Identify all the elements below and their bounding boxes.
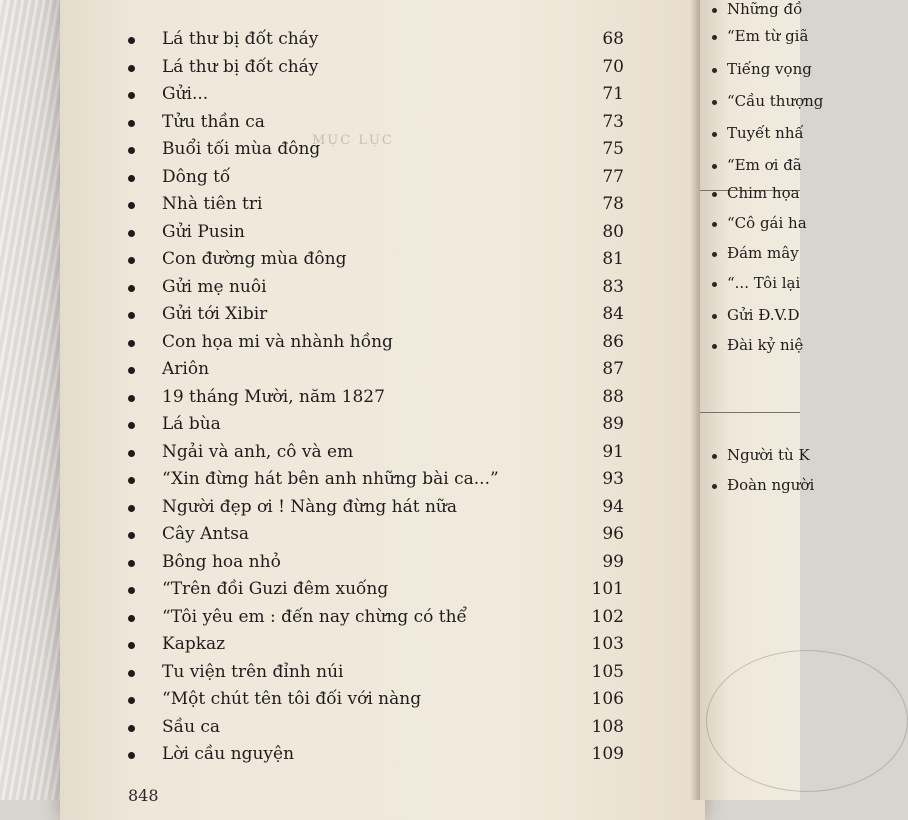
right-page-entry-title: “Em ơi đã: [727, 156, 802, 174]
toc-entry-title: Nhà tiên tri: [162, 194, 263, 214]
toc-entry-title: Người đẹp ơi ! Nàng đừng hát nữa: [162, 496, 457, 517]
toc-entry-page: 81: [602, 249, 624, 269]
toc-entry: [128, 222, 624, 248]
toc-entry-title: Con họa mi và nhành hồng: [162, 331, 393, 352]
toc-entry-page: 84: [602, 304, 624, 324]
bullet-icon: [128, 725, 135, 732]
toc-entry-page: 77: [602, 166, 624, 187]
toc-entry: [128, 607, 624, 633]
toc-entry-page: 94: [602, 496, 624, 517]
toc-entry-page: 99: [602, 551, 624, 572]
bullet-icon: [128, 257, 135, 264]
toc-entry-title: “Một chút tên tôi đối với nàng: [162, 689, 422, 709]
bullet-icon: [712, 282, 717, 287]
bullet-icon: [712, 100, 717, 105]
toc-entry-title: Sầu ca: [162, 716, 221, 737]
toc-entry-title: Gửi...: [162, 84, 209, 104]
toc-entry: [128, 414, 624, 440]
toc-entry: [128, 497, 624, 523]
toc-entry-page: 70: [602, 56, 624, 77]
toc-entry: [128, 194, 624, 220]
right-page-entry-title: Tuyết nhấ: [727, 124, 804, 142]
toc-entry: [128, 277, 624, 303]
right-page-entry: [712, 60, 832, 84]
toc-entry: [128, 579, 624, 605]
bullet-icon: [712, 222, 717, 227]
bullet-icon: [128, 450, 135, 457]
toc-entry-page: 108: [591, 716, 624, 737]
toc-entry: [128, 112, 624, 138]
right-page-entry-title: “Cầu thượng: [727, 92, 824, 110]
bullet-icon: [128, 752, 135, 759]
toc-entry-page: 71: [602, 84, 624, 104]
bullet-icon: [128, 285, 135, 292]
bullet-icon: [712, 484, 717, 489]
right-page-entry-title: “... Tôi lại: [727, 274, 801, 292]
right-page-entry: [712, 124, 832, 148]
toc-entry-page: 102: [591, 606, 624, 627]
toc-entry-title: Lời cầu nguyện: [162, 744, 295, 764]
toc-entry: [128, 29, 624, 55]
toc-entry-title: Ngải và anh, cô và em: [162, 441, 354, 462]
bullet-icon: [128, 65, 135, 72]
toc-entry-page: 93: [602, 469, 624, 489]
toc-entry-page: 80: [602, 221, 624, 242]
toc-entry-title: “Tôi yêu em : đến nay chừng có thể: [162, 606, 468, 627]
toc-entry-page: 73: [602, 111, 624, 132]
toc-entry: [128, 662, 624, 688]
toc-entry: [128, 717, 624, 743]
toc-entry-page: 78: [602, 194, 624, 214]
bullet-icon: [128, 560, 135, 567]
right-page-entry: [712, 274, 832, 298]
right-page-entry: [712, 0, 832, 24]
toc-entry-title: Tửu thần ca: [162, 111, 265, 132]
toc-entry-title: Buổi tối mùa đông: [162, 139, 321, 159]
toc-entry-title: Cây Antsa: [162, 524, 250, 544]
toc-entry-page: 103: [591, 634, 624, 654]
right-page-entry-title: Người tù K: [727, 446, 810, 464]
toc-entry-title: Gửi tới Xibir: [162, 304, 268, 324]
right-page-entry-title: “Cô gái ha: [727, 214, 807, 232]
toc-entry: [128, 359, 624, 385]
bullet-icon: [128, 505, 135, 512]
toc-entry-page: 83: [602, 276, 624, 297]
toc-entry-page: 91: [602, 441, 624, 462]
toc-entry-page: 87: [602, 359, 624, 379]
right-page-entry: [712, 306, 832, 330]
toc-entry-title: Ariôn: [162, 359, 210, 379]
right-page-entry-title: Tiếng vọng: [727, 60, 812, 78]
page-number-footer: 848: [128, 786, 159, 805]
toc-entry-title: “Trên đồi Guzi đêm xuống: [162, 579, 389, 599]
right-page-entry-title: Đoàn người: [727, 476, 815, 494]
bullet-icon: [128, 175, 135, 182]
toc-entry: [128, 387, 624, 413]
right-page-entry: [712, 214, 832, 238]
right-page-entry: [712, 476, 832, 500]
bullet-icon: [128, 202, 135, 209]
toc-entry: [128, 249, 624, 275]
bullet-icon: [128, 147, 135, 154]
bullet-icon: [128, 642, 135, 649]
toc-entry-page: 75: [602, 139, 624, 159]
right-page-entry-title: “Em từ giã: [727, 27, 809, 45]
bullet-icon: [128, 615, 135, 622]
bullet-icon: [712, 344, 717, 349]
bullet-icon: [712, 192, 717, 197]
bullet-icon: [712, 314, 717, 319]
bullet-icon: [128, 230, 135, 237]
bullet-icon: [712, 132, 717, 137]
bullet-icon: [128, 367, 135, 374]
right-page-entry: [712, 156, 832, 180]
toc-entry-title: Lá thư bị đốt cháy: [162, 29, 319, 49]
right-page-entry-title: Chim họa: [727, 184, 800, 202]
bullet-icon: [128, 477, 135, 484]
toc-entry-title: Tu viện trên đỉnh núi: [162, 661, 344, 682]
toc-entry-title: 19 tháng Mười, năm 1827: [162, 386, 385, 407]
toc-entry-title: Gửi mẹ nuôi: [162, 276, 267, 297]
toc-entry-page: 88: [602, 386, 624, 407]
toc-entry: [128, 57, 624, 83]
right-page-entry: [712, 336, 832, 360]
toc-entry-page: 101: [591, 579, 624, 599]
bullet-icon: [128, 340, 135, 347]
toc-entry-title: Bông hoa nhỏ: [162, 551, 281, 572]
book-page-right: [700, 0, 824, 800]
bullet-icon: [128, 395, 135, 402]
right-page-entry: [712, 27, 832, 51]
bullet-icon: [712, 35, 717, 40]
toc-entry-page: 68: [602, 29, 624, 49]
toc-entry: [128, 744, 624, 770]
toc-entry-title: Con đường mùa đông: [162, 249, 347, 269]
right-page-entry-title: Đài kỷ niệ: [727, 336, 804, 354]
right-page-entry: [712, 244, 832, 268]
bullet-icon: [128, 422, 135, 429]
toc-entry: [128, 332, 624, 358]
toc-entry: [128, 469, 624, 495]
toc-entry-page: 86: [602, 331, 624, 352]
toc-entry-page: 89: [602, 414, 624, 434]
toc-entry: [128, 84, 624, 110]
bullet-icon: [712, 164, 717, 169]
divider-line: [700, 412, 800, 413]
bullet-icon: [712, 252, 717, 257]
bullet-icon: [712, 8, 717, 13]
toc-entry: [128, 167, 624, 193]
toc-entry-title: Lá bùa: [162, 414, 221, 434]
toc-entry: [128, 304, 624, 330]
toc-entry-title: Gửi Pusin: [162, 221, 245, 242]
bullet-icon: [128, 587, 135, 594]
bullet-icon: [128, 37, 135, 44]
stamp-arc: [706, 650, 908, 792]
bullet-icon: [128, 312, 135, 319]
toc-entry: [128, 689, 624, 715]
toc-entry-page: 96: [602, 524, 624, 544]
toc-entry: [128, 139, 624, 165]
toc-entry-page: 105: [591, 661, 624, 682]
bullet-icon: [128, 532, 135, 539]
right-page-entry: [712, 184, 832, 208]
right-page-entry: [712, 446, 832, 470]
toc-entry-page: 109: [591, 744, 624, 764]
bullet-icon: [128, 670, 135, 677]
toc-entry: [128, 552, 624, 578]
bleed-through-title: MỤC LỤC: [312, 133, 394, 148]
toc-entry: [128, 524, 624, 550]
toc-entry-title: Dông tố: [162, 166, 231, 187]
bullet-icon: [128, 120, 135, 127]
toc-entry: [128, 442, 624, 468]
toc-entry-title: Kapkaz: [162, 634, 226, 654]
toc-entry-title: “Xin đừng hát bên anh những bài ca...”: [162, 469, 499, 489]
bullet-icon: [128, 697, 135, 704]
bullet-icon: [128, 92, 135, 99]
right-page-entry-title: Đám mây: [727, 244, 799, 262]
bullet-icon: [712, 68, 717, 73]
toc-entry: [128, 634, 624, 660]
right-page-entry-title: Những đồ: [727, 0, 803, 18]
right-page-entry-title: Gửi Đ.V.D: [727, 306, 800, 324]
toc-entry-title: Lá thư bị đốt cháy: [162, 56, 319, 77]
toc-entry-page: 106: [591, 689, 624, 709]
right-page-entry: [712, 92, 832, 116]
bullet-icon: [712, 454, 717, 459]
